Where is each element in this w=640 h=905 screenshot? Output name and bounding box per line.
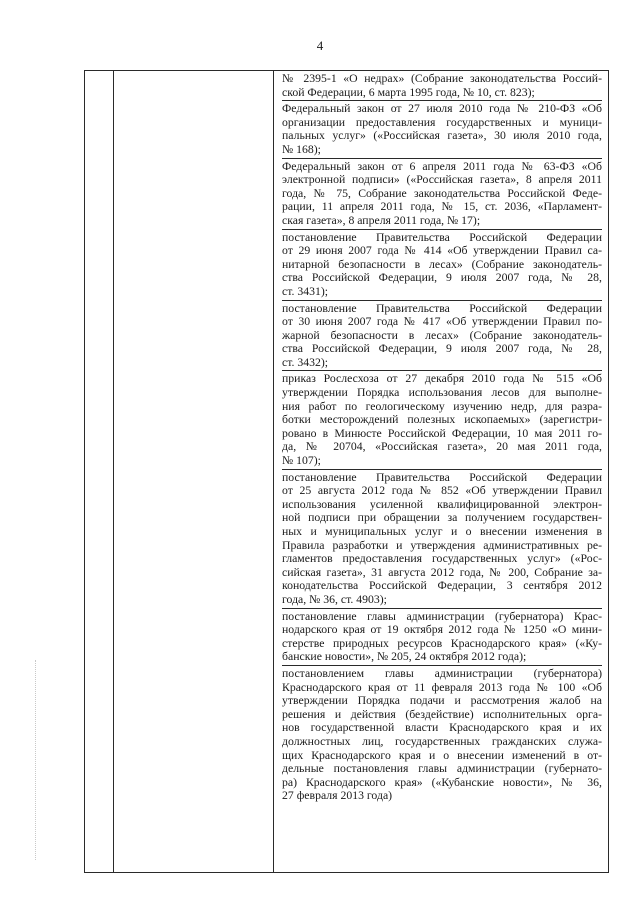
entry-line: ра) Краснодарского края» («Кубанские новости», № 36, bbox=[282, 775, 602, 789]
legal-act-entry bbox=[282, 72, 602, 101]
legal-act-entry bbox=[282, 471, 602, 609]
entry-line: постановление главы администрации (губернатора) Крас- bbox=[282, 609, 602, 623]
legal-act-entry bbox=[282, 231, 602, 301]
entry-line: Правила разработки и утверждения административных ре- bbox=[282, 538, 602, 552]
entry-line: щих Краснодарского края и о внесении изменений в от- bbox=[282, 748, 602, 762]
legal-act-entry bbox=[282, 372, 602, 469]
entry-line: постановлением главы администрации (губернатора) bbox=[282, 666, 602, 680]
entry-line: гламентов предоставления государственных услуг» («Рос- bbox=[282, 552, 602, 566]
entry-line: ных и муниципальных услуг и о внесении изменения в bbox=[282, 525, 602, 538]
entry-line: постановление Правительства Российской Федерации bbox=[282, 230, 602, 244]
entry-line: нов государственной власти Краснодарского края и их bbox=[282, 721, 602, 735]
entry-line: организации предоставления государственных и муници- bbox=[282, 115, 602, 129]
entry-line: стерстве природных ресурсов Краснодарского края» («Ку- bbox=[282, 636, 602, 650]
entry-line: года, № 75, Собрание законодательства Российской Феде- bbox=[282, 186, 602, 200]
entry-line: ровано в Минюсте Российской Федерации, 10 мая 2011 го- bbox=[282, 426, 602, 440]
entry-line: Федеральный закон от 27 июля 2010 года № 210-ФЗ «Об bbox=[282, 102, 602, 116]
page-number: 4 bbox=[316, 38, 324, 53]
entry-line: ной подписи при обращении за получением государствен- bbox=[282, 511, 602, 525]
scan-margin-mark bbox=[35, 660, 36, 860]
entry-line: № 168); bbox=[282, 142, 321, 156]
entry-line: ботки месторождений полезных ископаемых» (зарегистри- bbox=[282, 413, 602, 427]
entry-line: ства Российской Федерации, 9 июля 2007 года, № 28, bbox=[282, 342, 602, 356]
entry-line: дельные постановления главы администрации (губернато- bbox=[282, 762, 602, 776]
legal-act-entry bbox=[282, 102, 602, 158]
entry-line: ства Российской Федерации, 9 июля 2007 года, № 28, bbox=[282, 271, 602, 285]
entry-line: ст. 3432); bbox=[282, 355, 329, 369]
entry-line: приказ Рослесхоза от 27 декабря 2010 года № 515 «Об bbox=[282, 372, 602, 386]
entry-line: электронной подписи» («Российская газета», 8 апреля 2011 bbox=[282, 173, 602, 187]
entry-line: от 30 июня 2007 года № 417 «Об утверждении Правил по- bbox=[282, 315, 602, 329]
entry-line: года, № 36, ст. 4903); bbox=[282, 592, 387, 606]
entry-line: постановление Правительства Российской Федерации bbox=[282, 470, 602, 484]
entry-line: утверждении Порядка использования лесов для выполне- bbox=[282, 386, 602, 400]
entry-line: 27 февраля 2013 года) bbox=[282, 789, 393, 803]
entry-line: ния работ по геологическому изучению недр, для разра- bbox=[282, 399, 602, 413]
legal-act-entry bbox=[282, 302, 602, 372]
entry-line: нитарной безопасности в лесах» (Собрание законодатель- bbox=[282, 257, 602, 271]
entry-line: должностных лиц, государственных гражданских служа- bbox=[282, 734, 602, 748]
entry-line: жарной безопасности в лесах» (Собрание законодатель- bbox=[282, 328, 602, 342]
entry-line: постановление Правительства Российской Федерации bbox=[282, 301, 602, 315]
entry-line: ская газета», 8 апреля 2011 года, № 17); bbox=[282, 213, 481, 227]
entry-line: сийская газета», 31 августа 2012 года, № 200, Собрание за- bbox=[282, 565, 602, 579]
entry-line: № 107); bbox=[282, 454, 321, 468]
entry-line: рации, 11 апреля 2011 года, № 15, ст. 2036, «Парламент- bbox=[282, 200, 602, 214]
entry-line: от 25 августа 2012 года № 852 «Об утверждении Правил bbox=[282, 484, 602, 498]
entry-line: ской Федерации, 6 марта 1995 года, № 10, ст. 823); bbox=[282, 85, 535, 99]
entry-line: Федеральный закон от 6 апреля 2011 года № 63-ФЗ «Об bbox=[282, 159, 602, 173]
entry-line: конодательства Российской Федерации, 3 сентября 2012 bbox=[282, 579, 602, 593]
legal-act-entry bbox=[282, 610, 602, 666]
entry-line: ст. 3431); bbox=[282, 284, 329, 298]
entry-line: нодарского края от 19 октября 2012 года № 1250 «О мини- bbox=[282, 623, 602, 637]
entry-line: использования усиленной квалифицированной электрон- bbox=[282, 497, 602, 511]
legal-acts-cell bbox=[282, 72, 602, 805]
entry-line: пальных услуг» («Российская газета», 30 июля 2010 года, bbox=[282, 129, 602, 143]
entry-line: № 2395-1 «О недрах» (Собрание законодательства Россий- bbox=[282, 72, 602, 85]
entry-line: Краснодарского края от 11 февраля 2013 года № 100 «Об bbox=[282, 680, 602, 694]
legal-basis-table bbox=[84, 70, 609, 873]
legal-act-entry bbox=[282, 667, 602, 804]
column-divider-1 bbox=[113, 71, 114, 872]
column-divider-2 bbox=[273, 71, 274, 872]
entry-line: банские новости», № 205, 24 октября 2012 года); bbox=[282, 650, 527, 664]
legal-act-entry bbox=[282, 160, 602, 230]
entry-line: да, № 20704, «Российская газета», 20 мая 2011 года, bbox=[282, 440, 602, 454]
entry-line: утверждении Порядка подачи и рассмотрения жалоб на bbox=[282, 694, 602, 708]
entry-line: от 29 июня 2007 года № 414 «Об утверждении Правил са- bbox=[282, 244, 602, 258]
entry-line: решения и действия (бездействие) исполнительных орга- bbox=[282, 707, 602, 721]
